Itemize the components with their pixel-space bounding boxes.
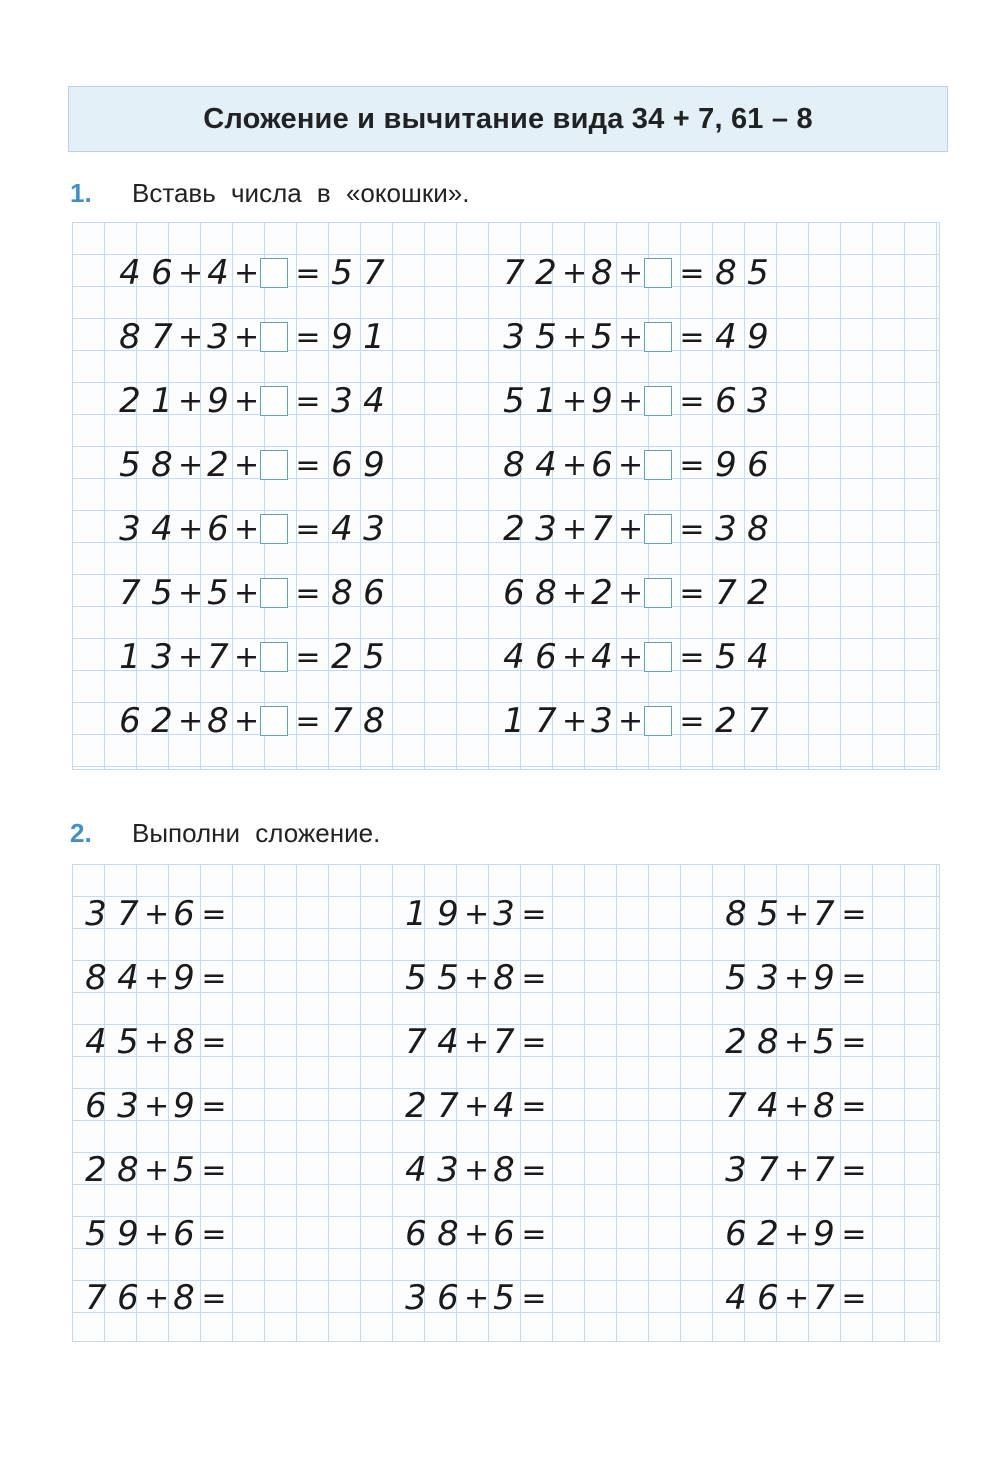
plus-sign: +: [144, 896, 170, 932]
task-2-exercise: [400, 894, 548, 934]
digit: 3: [715, 509, 737, 549]
answer-box[interactable]: [260, 322, 288, 352]
digit: 4: [725, 1278, 747, 1318]
digit: 2: [151, 701, 173, 741]
equals-sign: =: [295, 703, 321, 739]
digit: 7: [493, 1022, 515, 1062]
digit: 3: [363, 509, 385, 549]
digit: 6: [119, 701, 141, 741]
digit: 3: [207, 317, 229, 357]
equals-sign: =: [295, 319, 321, 355]
task-2-exercise: [80, 1086, 228, 1126]
digit: 4: [151, 509, 173, 549]
digit: 7: [503, 253, 525, 293]
plus-sign: +: [178, 511, 204, 547]
plus-sign: +: [464, 960, 490, 996]
task-2-exercise: [80, 1214, 228, 1254]
plus-sign: +: [618, 639, 644, 675]
plus-sign: +: [618, 575, 644, 611]
digit: 9: [173, 1086, 195, 1126]
digit: 3: [119, 509, 141, 549]
digit: 5: [535, 317, 557, 357]
task-1-exercise: [498, 701, 774, 741]
task-2-exercise: [720, 1150, 868, 1190]
equals-sign: =: [521, 896, 547, 932]
equals-sign: =: [521, 1088, 547, 1124]
plus-sign: +: [464, 1216, 490, 1252]
plus-sign: +: [464, 1088, 490, 1124]
task-2-exercise: [80, 1150, 228, 1190]
digit: 5: [747, 253, 769, 293]
equals-sign: =: [295, 639, 321, 675]
digit: 2: [119, 381, 141, 421]
equals-sign: =: [201, 1088, 227, 1124]
plus-sign: +: [562, 319, 588, 355]
equals-sign: =: [521, 1216, 547, 1252]
equals-sign: =: [295, 511, 321, 547]
digit: 5: [151, 573, 173, 613]
digit: 3: [85, 894, 107, 934]
task-2-exercise: [80, 894, 228, 934]
digit: 5: [405, 958, 427, 998]
digit: 7: [331, 701, 353, 741]
equals-sign: =: [679, 383, 705, 419]
digit: 6: [725, 1214, 747, 1254]
digit: 4: [715, 317, 737, 357]
plus-sign: +: [464, 896, 490, 932]
digit: 5: [503, 381, 525, 421]
digit: 2: [85, 1150, 107, 1190]
digit: 7: [715, 573, 737, 613]
digit: 5: [813, 1022, 835, 1062]
digit: 2: [591, 573, 613, 613]
digit: 2: [725, 1022, 747, 1062]
task-2-exercise: [720, 1086, 868, 1126]
task-1-exercise: [114, 573, 390, 613]
task-2-exercise: [400, 1214, 548, 1254]
digit: 8: [85, 958, 107, 998]
equals-sign: =: [201, 960, 227, 996]
digit: 9: [813, 958, 835, 998]
task-1-exercise: [114, 445, 390, 485]
digit: 3: [757, 958, 779, 998]
task-2-exercise: [400, 1086, 548, 1126]
digit: 9: [173, 958, 195, 998]
digit: 6: [331, 445, 353, 485]
plus-sign: +: [618, 383, 644, 419]
equals-sign: =: [295, 383, 321, 419]
digit: 3: [725, 1150, 747, 1190]
task-1-text: Вставь числа в «окошки».: [132, 178, 470, 208]
digit: 8: [173, 1022, 195, 1062]
equals-sign: =: [201, 896, 227, 932]
task-2-number: 2.: [70, 818, 92, 848]
task-1-exercise: [114, 253, 390, 293]
digit: 7: [747, 701, 769, 741]
digit: 3: [747, 381, 769, 421]
digit: 6: [535, 637, 557, 677]
digit: 5: [331, 253, 353, 293]
digit: 5: [591, 317, 613, 357]
plus-sign: +: [234, 447, 260, 483]
digit: 7: [535, 701, 557, 741]
digit: 4: [331, 509, 353, 549]
task-1-exercise: [114, 381, 390, 421]
digit: 3: [151, 637, 173, 677]
task-1-heading: [70, 178, 469, 209]
digit: 3: [117, 1086, 139, 1126]
equals-sign: =: [841, 896, 867, 932]
plus-sign: +: [144, 1216, 170, 1252]
equals-sign: =: [679, 639, 705, 675]
digit: 9: [813, 1214, 835, 1254]
digit: 6: [173, 1214, 195, 1254]
digit: 4: [591, 637, 613, 677]
task-2-exercise: [80, 1278, 228, 1318]
plus-sign: +: [562, 703, 588, 739]
digit: 1: [151, 381, 173, 421]
digit: 4: [437, 1022, 459, 1062]
task-2-heading: [70, 818, 380, 849]
task-1-exercise: [498, 509, 774, 549]
digit: 6: [747, 445, 769, 485]
digit: 9: [591, 381, 613, 421]
task-2-exercise: [720, 1278, 868, 1318]
task-2-exercise: [400, 958, 548, 998]
digit: 3: [535, 509, 557, 549]
digit: 1: [405, 894, 427, 934]
digit: 2: [747, 573, 769, 613]
digit: 2: [207, 445, 229, 485]
section-title: Сложение и вычитание вида 34 + 7, 61 – 8: [203, 102, 813, 135]
digit: 5: [117, 1022, 139, 1062]
plus-sign: +: [784, 1024, 810, 1060]
digit: 1: [503, 701, 525, 741]
task-2-text: Выполни сложение.: [132, 818, 381, 848]
digit: 8: [725, 894, 747, 934]
equals-sign: =: [841, 1280, 867, 1316]
plus-sign: +: [562, 511, 588, 547]
equals-sign: =: [295, 255, 321, 291]
equals-sign: =: [679, 447, 705, 483]
plus-sign: +: [784, 960, 810, 996]
plus-sign: +: [562, 639, 588, 675]
plus-sign: +: [562, 383, 588, 419]
plus-sign: +: [784, 1152, 810, 1188]
digit: 6: [757, 1278, 779, 1318]
digit: 4: [503, 637, 525, 677]
digit: 4: [493, 1086, 515, 1126]
plus-sign: +: [784, 896, 810, 932]
equals-sign: =: [521, 960, 547, 996]
task-2-exercise: [720, 894, 868, 934]
digit: 2: [503, 509, 525, 549]
digit: 5: [207, 573, 229, 613]
task-1-exercise: [498, 637, 774, 677]
digit: 4: [119, 253, 141, 293]
digit: 7: [813, 1278, 835, 1318]
digit: 7: [757, 1150, 779, 1190]
digit: 9: [117, 1214, 139, 1254]
digit: 7: [119, 573, 141, 613]
digit: 8: [493, 1150, 515, 1190]
task-1-exercise: [114, 509, 390, 549]
task-2-exercise: [720, 958, 868, 998]
digit: 8: [151, 445, 173, 485]
digit: 4: [747, 637, 769, 677]
plus-sign: +: [144, 960, 170, 996]
digit: 2: [331, 637, 353, 677]
plus-sign: +: [178, 703, 204, 739]
digit: 4: [85, 1022, 107, 1062]
plus-sign: +: [618, 447, 644, 483]
digit: 5: [119, 445, 141, 485]
digit: 6: [503, 573, 525, 613]
task-2-exercise: [400, 1022, 548, 1062]
plus-sign: +: [234, 703, 260, 739]
plus-sign: +: [234, 383, 260, 419]
digit: 6: [405, 1214, 427, 1254]
plus-sign: +: [144, 1024, 170, 1060]
digit: 8: [503, 445, 525, 485]
plus-sign: +: [178, 255, 204, 291]
digit: 4: [405, 1150, 427, 1190]
digit: 6: [151, 253, 173, 293]
digit: 8: [331, 573, 353, 613]
digit: 6: [173, 894, 195, 934]
digit: 9: [207, 381, 229, 421]
digit: 8: [813, 1086, 835, 1126]
task-1-exercise: [114, 317, 390, 357]
digit: 9: [747, 317, 769, 357]
digit: 7: [85, 1278, 107, 1318]
digit: 2: [715, 701, 737, 741]
equals-sign: =: [679, 511, 705, 547]
answer-box[interactable]: [260, 706, 288, 736]
digit: 2: [535, 253, 557, 293]
digit: 4: [757, 1086, 779, 1126]
digit: 7: [405, 1022, 427, 1062]
digit: 7: [363, 253, 385, 293]
digit: 8: [437, 1214, 459, 1254]
digit: 5: [725, 958, 747, 998]
digit: 8: [117, 1150, 139, 1190]
plus-sign: +: [234, 511, 260, 547]
plus-sign: +: [178, 383, 204, 419]
plus-sign: +: [562, 255, 588, 291]
plus-sign: +: [464, 1152, 490, 1188]
digit: 8: [173, 1278, 195, 1318]
answer-box[interactable]: [260, 386, 288, 416]
equals-sign: =: [201, 1152, 227, 1188]
task-2-exercise: [400, 1150, 548, 1190]
equals-sign: =: [521, 1280, 547, 1316]
digit: 8: [747, 509, 769, 549]
digit: 5: [173, 1150, 195, 1190]
digit: 1: [363, 317, 385, 357]
answer-box[interactable]: [260, 578, 288, 608]
plus-sign: +: [562, 575, 588, 611]
digit: 4: [117, 958, 139, 998]
equals-sign: =: [679, 703, 705, 739]
digit: 5: [715, 637, 737, 677]
equals-sign: =: [679, 255, 705, 291]
digit: 6: [207, 509, 229, 549]
task-1-exercise: [498, 573, 774, 613]
plus-sign: +: [178, 639, 204, 675]
task-2-exercise: [80, 958, 228, 998]
digit: 7: [591, 509, 613, 549]
task-2-exercise: [720, 1214, 868, 1254]
plus-sign: +: [144, 1088, 170, 1124]
digit: 1: [535, 381, 557, 421]
digit: 8: [207, 701, 229, 741]
digit: 6: [437, 1278, 459, 1318]
digit: 8: [715, 253, 737, 293]
digit: 7: [725, 1086, 747, 1126]
task-1-exercise: [498, 317, 774, 357]
answer-box[interactable]: [644, 386, 672, 416]
digit: 8: [535, 573, 557, 613]
plus-sign: +: [784, 1088, 810, 1124]
task-1-exercise: [114, 637, 390, 677]
digit: 9: [437, 894, 459, 934]
digit: 4: [207, 253, 229, 293]
equals-sign: =: [521, 1152, 547, 1188]
digit: 9: [331, 317, 353, 357]
digit: 5: [493, 1278, 515, 1318]
task-1-number: 1.: [70, 178, 92, 208]
digit: 8: [757, 1022, 779, 1062]
answer-box[interactable]: [260, 450, 288, 480]
plus-sign: +: [618, 511, 644, 547]
answer-box[interactable]: [644, 258, 672, 288]
digit: 6: [85, 1086, 107, 1126]
digit: 7: [207, 637, 229, 677]
plus-sign: +: [784, 1216, 810, 1252]
answer-box[interactable]: [644, 322, 672, 352]
equals-sign: =: [521, 1024, 547, 1060]
digit: 9: [363, 445, 385, 485]
answer-box[interactable]: [644, 706, 672, 736]
task-1-exercise: [114, 701, 390, 741]
task-1-exercise: [498, 253, 774, 293]
digit: 6: [493, 1214, 515, 1254]
equals-sign: =: [841, 1024, 867, 1060]
digit: 5: [757, 894, 779, 934]
answer-box[interactable]: [260, 642, 288, 672]
plus-sign: +: [234, 639, 260, 675]
plus-sign: +: [618, 319, 644, 355]
digit: 3: [437, 1150, 459, 1190]
digit: 9: [715, 445, 737, 485]
digit: 3: [591, 701, 613, 741]
plus-sign: +: [234, 319, 260, 355]
digit: 3: [503, 317, 525, 357]
digit: 8: [493, 958, 515, 998]
plus-sign: +: [464, 1024, 490, 1060]
plus-sign: +: [234, 575, 260, 611]
plus-sign: +: [234, 255, 260, 291]
digit: 6: [591, 445, 613, 485]
section-title-box: [68, 86, 948, 152]
digit: 7: [437, 1086, 459, 1126]
digit: 8: [363, 701, 385, 741]
digit: 5: [363, 637, 385, 677]
digit: 6: [117, 1278, 139, 1318]
equals-sign: =: [841, 1152, 867, 1188]
digit: 6: [363, 573, 385, 613]
equals-sign: =: [201, 1280, 227, 1316]
digit: 7: [117, 894, 139, 934]
task-1-grid: [72, 222, 940, 770]
plus-sign: +: [144, 1280, 170, 1316]
equals-sign: =: [679, 319, 705, 355]
digit: 4: [535, 445, 557, 485]
digit: 3: [331, 381, 353, 421]
equals-sign: =: [841, 1216, 867, 1252]
task-2-exercise: [80, 1022, 228, 1062]
plus-sign: +: [178, 319, 204, 355]
answer-box[interactable]: [260, 514, 288, 544]
plus-sign: +: [464, 1280, 490, 1316]
answer-box[interactable]: [644, 514, 672, 544]
digit: 2: [757, 1214, 779, 1254]
equals-sign: =: [201, 1216, 227, 1252]
digit: 7: [813, 894, 835, 934]
digit: 5: [85, 1214, 107, 1254]
answer-box[interactable]: [644, 450, 672, 480]
equals-sign: =: [841, 960, 867, 996]
digit: 3: [493, 894, 515, 934]
plus-sign: +: [784, 1280, 810, 1316]
digit: 7: [813, 1150, 835, 1190]
digit: 6: [715, 381, 737, 421]
digit: 4: [363, 381, 385, 421]
digit: 1: [119, 637, 141, 677]
answer-box[interactable]: [644, 642, 672, 672]
equals-sign: =: [201, 1024, 227, 1060]
plus-sign: +: [178, 447, 204, 483]
task-1-exercise: [498, 445, 774, 485]
digit: 8: [591, 253, 613, 293]
equals-sign: =: [295, 447, 321, 483]
task-2-exercise: [720, 1022, 868, 1062]
plus-sign: +: [144, 1152, 170, 1188]
task-1-exercise: [498, 381, 774, 421]
digit: 3: [405, 1278, 427, 1318]
answer-box[interactable]: [260, 258, 288, 288]
plus-sign: +: [618, 703, 644, 739]
digit: 7: [151, 317, 173, 357]
equals-sign: =: [841, 1088, 867, 1124]
digit: 2: [405, 1086, 427, 1126]
equals-sign: =: [295, 575, 321, 611]
digit: 8: [119, 317, 141, 357]
digit: 5: [437, 958, 459, 998]
equals-sign: =: [679, 575, 705, 611]
plus-sign: +: [618, 255, 644, 291]
task-2-exercise: [400, 1278, 548, 1318]
plus-sign: +: [562, 447, 588, 483]
answer-box[interactable]: [644, 578, 672, 608]
plus-sign: +: [178, 575, 204, 611]
